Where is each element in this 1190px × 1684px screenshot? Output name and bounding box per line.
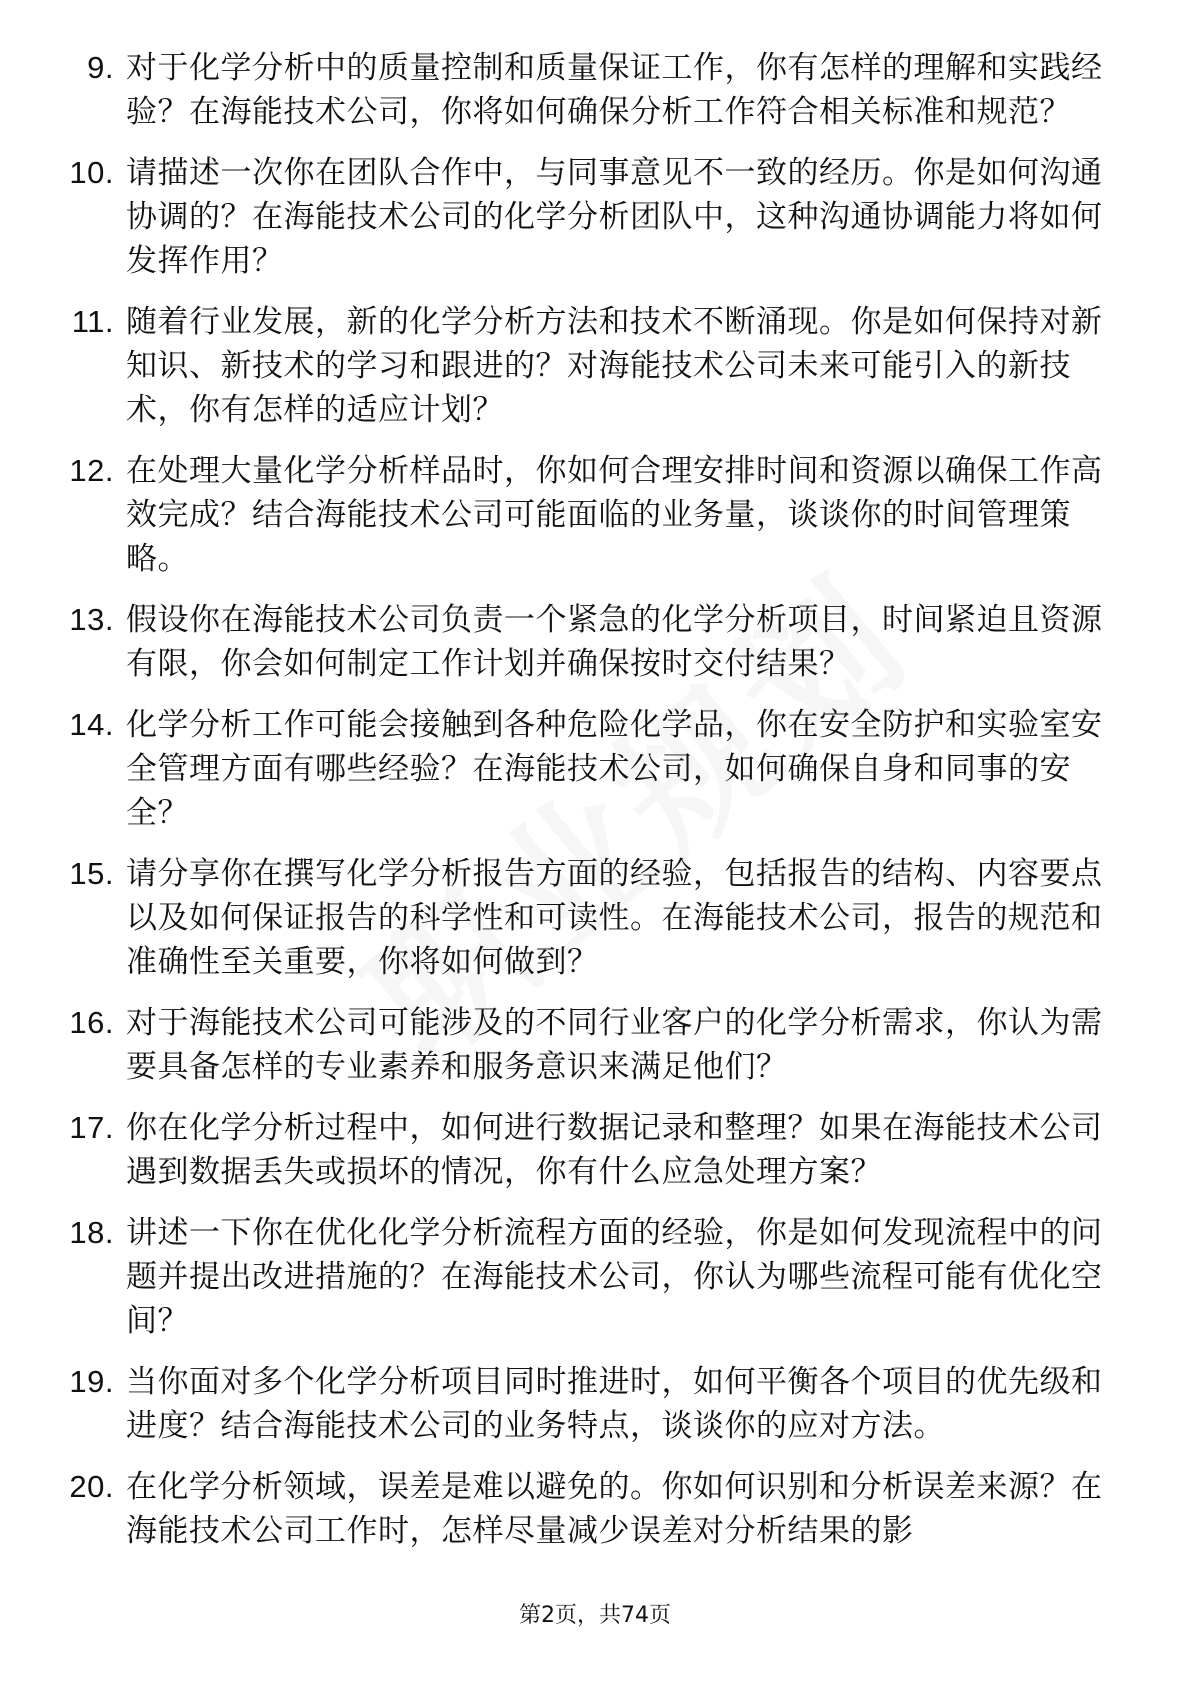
question-number: 18.: [69, 1215, 114, 1250]
question-item: [60, 1211, 1120, 1343]
question-number: 15.: [69, 856, 114, 891]
question-text: 对于海能技术公司可能涉及的不同行业客户的化学分析需求，你认为需要具备怎样的专业素养和服务意识来满足他们？: [126, 1005, 1103, 1085]
question-text: 在处理大量化学分析样品时，你如何合理安排时间和资源以确保工作高效完成？结合海能技术公司可能面临的业务量，谈谈你的时间管理策略。: [126, 453, 1103, 577]
question-item: [60, 703, 1120, 835]
question-item: [60, 1465, 1120, 1553]
question-number: 19.: [69, 1364, 114, 1399]
question-item: [60, 598, 1120, 686]
question-item: [60, 300, 1120, 432]
question-item: [60, 1106, 1120, 1194]
question-number: 17.: [69, 1110, 114, 1145]
question-number: 10.: [69, 155, 114, 190]
question-number: 9.: [87, 50, 114, 85]
question-number: 13.: [69, 602, 114, 637]
question-item: [60, 852, 1120, 984]
question-item: [60, 1001, 1120, 1089]
question-text: 你在化学分析过程中，如何进行数据记录和整理？如果在海能技术公司遇到数据丢失或损坏的情况，你有什么应急处理方案？: [126, 1110, 1103, 1190]
question-text: 当你面对多个化学分析项目同时推进时，如何平衡各个项目的优先级和进度？结合海能技术公司的业务特点，谈谈你的应对方法。: [126, 1364, 1103, 1444]
question-text: 化学分析工作可能会接触到各种危险化学品，你在安全防护和实验室安全管理方面有哪些经验？在海能技术公司，如何确保自身和同事的安全？: [126, 707, 1103, 831]
question-number: 12.: [69, 453, 114, 488]
question-number: 20.: [69, 1469, 114, 1504]
page-footer: 第2页，共74页: [519, 1603, 671, 1628]
question-text: 随着行业发展，新的化学分析方法和技术不断涌现。你是如何保持对新知识、新技术的学习和跟进的？对海能技术公司未来可能引入的新技术，你有怎样的适应计划？: [126, 304, 1103, 428]
question-text: 假设你在海能技术公司负责一个紧急的化学分析项目，时间紧迫且资源有限，你会如何制定工作计划并确保按时交付结果？: [126, 602, 1103, 682]
question-number: 11.: [71, 304, 114, 339]
question-item: [60, 1360, 1120, 1448]
question-item: [60, 449, 1120, 581]
question-number: 16.: [69, 1005, 114, 1040]
question-text: 对于化学分析中的质量控制和质量保证工作，你有怎样的理解和实践经验？在海能技术公司，你将如何确保分析工作符合相关标准和规范？: [126, 50, 1103, 130]
question-text: 请分享你在撰写化学分析报告方面的经验，包括报告的结构、内容要点以及如何保证报告的科学性和可读性。在海能技术公司，报告的规范和准确性至关重要，你将如何做到？: [126, 856, 1103, 980]
question-item: [60, 151, 1120, 283]
question-text: 在化学分析领域，误差是难以避免的。你如何识别和分析误差来源？在海能技术公司工作时，怎样尽量减少误差对分析结果的影: [126, 1469, 1103, 1549]
question-number: 14.: [69, 707, 114, 742]
question-text: 请描述一次你在团队合作中，与同事意见不一致的经历。你是如何沟通协调的？在海能技术公司的化学分析团队中，这种沟通协调能力将如何发挥作用？: [126, 155, 1103, 279]
question-text: 讲述一下你在优化化学分析流程方面的经验，你是如何发现流程中的问题并提出改进措施的？在海能技术公司，你认为哪些流程可能有优化空间？: [126, 1215, 1103, 1339]
question-list: [60, 46, 1120, 1570]
question-item: [60, 46, 1120, 134]
